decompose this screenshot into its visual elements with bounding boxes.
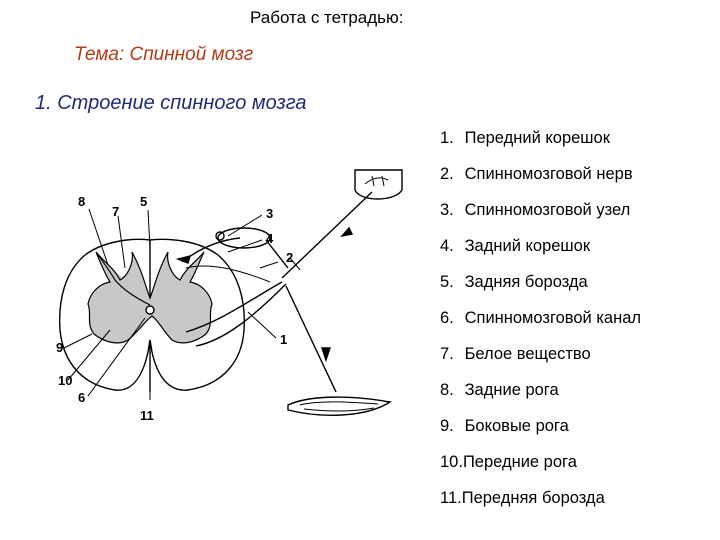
- legend-number: 9.: [440, 417, 454, 435]
- legend-number: 10.: [440, 453, 463, 471]
- legend-label: Боковые рога: [464, 417, 569, 435]
- legend-label: Спинномозговой канал: [464, 309, 642, 327]
- diagram-label-7: 7: [112, 204, 120, 219]
- diagram-label-9: 9: [56, 340, 64, 355]
- sensory-path: [186, 266, 270, 282]
- central-canal: [146, 306, 154, 314]
- legend-item: [440, 372, 641, 408]
- skin-receptor: [355, 170, 402, 199]
- legend-label: Передний корешок: [464, 129, 610, 147]
- legend-item: [440, 408, 641, 444]
- section-title: 1. Строение спинного мозга: [35, 92, 307, 114]
- legend-list: [440, 120, 641, 516]
- legend-item: [440, 300, 641, 336]
- legend-label: Спинномозговой узел: [464, 201, 631, 219]
- diagram-label-5: 5: [140, 194, 148, 209]
- legend-number: 3.: [440, 201, 454, 219]
- legend-item: [440, 120, 641, 156]
- slide-header: Работа с тетрадью:: [250, 8, 404, 27]
- legend-item: [440, 156, 641, 192]
- diagram-label-2: 2: [286, 250, 294, 265]
- legend-label: Белое вещество: [464, 345, 591, 363]
- spinal-cord-diagram: [25, 150, 425, 440]
- diagram-label-8: 8: [78, 194, 86, 209]
- legend-number: 4.: [440, 237, 454, 255]
- legend-number: 5.: [440, 273, 454, 291]
- muscle: [288, 397, 390, 415]
- legend-label: Задние рога: [464, 381, 559, 399]
- diagram-label-1: 1: [280, 332, 288, 347]
- diagram-label-4: 4: [266, 231, 274, 246]
- legend-item: [440, 192, 641, 228]
- legend-number: 2.: [440, 165, 454, 183]
- legend-item: [440, 228, 641, 264]
- legend-item: [440, 480, 641, 516]
- legend-item: [440, 264, 641, 300]
- diagram-label-3: 3: [266, 206, 274, 221]
- legend-number: 1.: [440, 129, 454, 147]
- legend-item: [440, 336, 641, 372]
- legend-label: Спинномозговой нерв: [464, 165, 633, 183]
- topic-title: Тема: Спинной мозг: [74, 44, 254, 65]
- arrow-efferent: [322, 348, 330, 360]
- spinal-ganglion: [218, 228, 270, 248]
- diagram-label-11: 11: [140, 408, 154, 423]
- legend-label: Передние рога: [462, 453, 577, 471]
- legend-number: 11.: [440, 489, 462, 507]
- legend-label: Задняя борозда: [464, 273, 588, 291]
- diagram-label-6: 6: [78, 390, 86, 405]
- arrow-afferent: [342, 228, 352, 236]
- legend-number: 7.: [440, 345, 454, 363]
- legend-label: Передняя борозда: [461, 489, 605, 507]
- legend-number: 6.: [440, 309, 454, 327]
- legend-item: [440, 444, 641, 480]
- legend-label: Задний корешок: [464, 237, 591, 255]
- diagram-label-10: 10: [58, 373, 73, 388]
- legend-number: 8.: [440, 381, 454, 399]
- arrow-interneuron: [178, 256, 190, 263]
